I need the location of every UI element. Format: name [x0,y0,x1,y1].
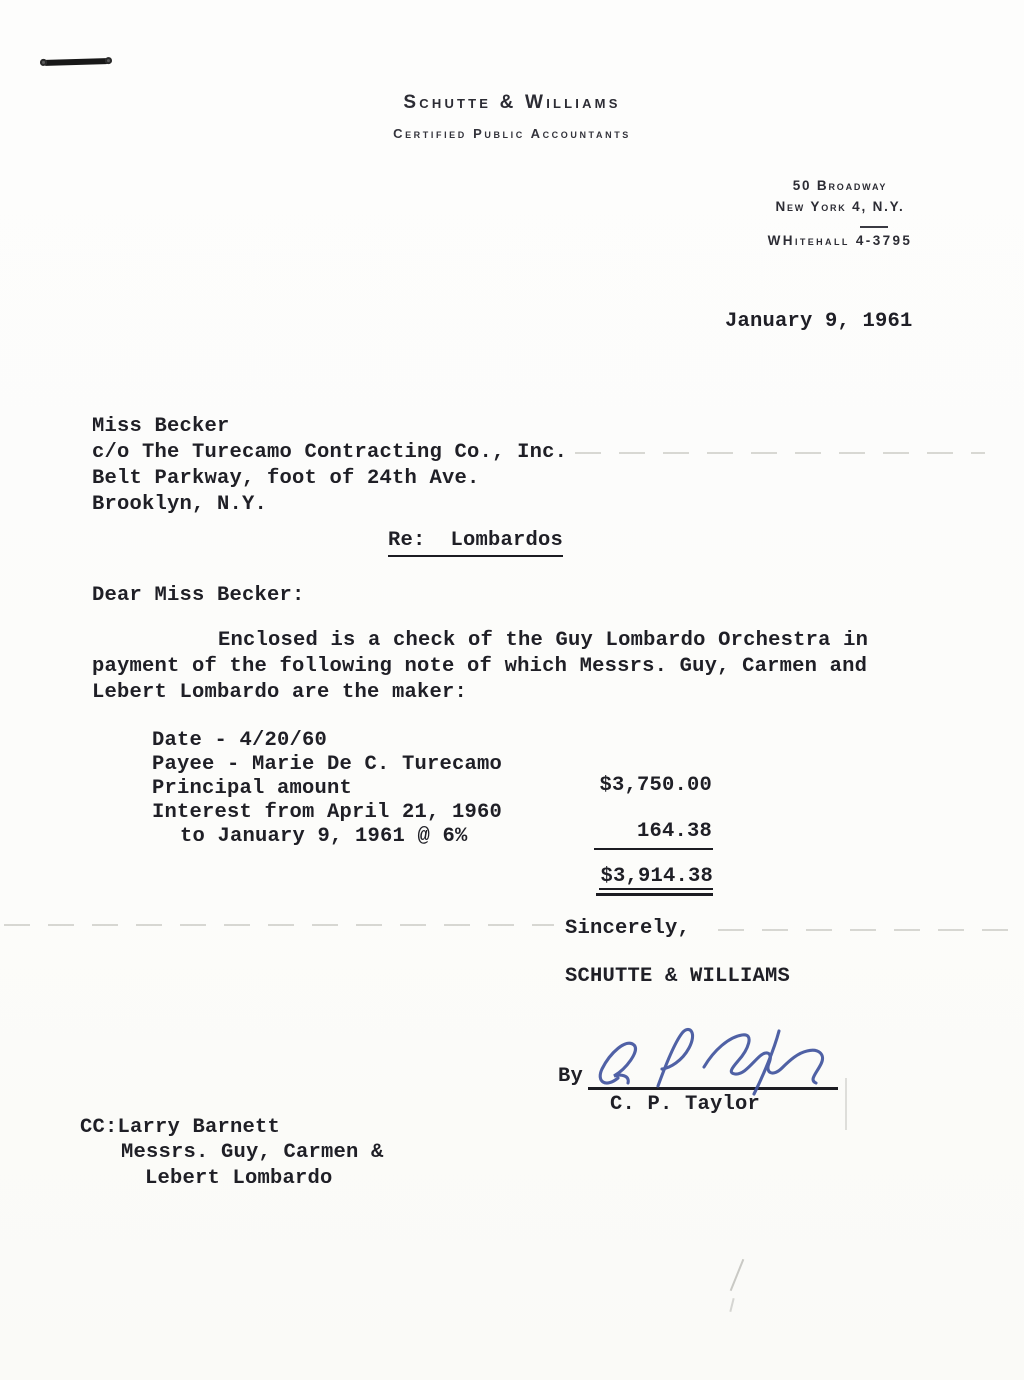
fold-crease-middle-left [4,924,554,926]
letterhead-phone: WHitehall 4-3795 [767,233,913,248]
salutation: Dear Miss Becker: [92,584,305,607]
body-paragraph-line2: payment of the following note of which Messrs. Guy, Carmen and [92,655,868,678]
valediction: Sincerely, [565,917,691,940]
cc-line1: CC:Larry Barnett [80,1116,281,1139]
scan-streak [845,1078,847,1130]
note-total-amount: $3,914.38 [600,865,713,888]
note-payee: Payee - Marie De C. Turecamo [152,753,503,776]
signer-typed-name: C. P. Taylor [610,1093,761,1116]
letterhead-address-line1: 50 Broadway [792,178,888,193]
note-date: Date - 4/20/60 [152,729,328,752]
subject-line: Re: Lombardos [388,528,563,557]
staple-scan-mark [43,58,109,66]
fold-crease-top [575,452,985,454]
date-line: January 9, 1961 [725,310,913,333]
pencil-scuff-mark [730,1259,745,1291]
letterhead-divider-rule [860,226,888,228]
recipient-city: Brooklyn, N.Y. [92,493,268,516]
letterhead-address-line2: New York 4, N.Y. [775,199,905,214]
note-interest-label-line2: to January 9, 1961 @ 6% [180,825,468,848]
cc-line2: Messrs. Guy, Carmen & [121,1141,384,1164]
closing-company: SCHUTTE & WILLIAMS [565,965,791,988]
fold-crease-middle-right [718,929,1024,931]
total-underline [599,888,713,890]
cc-line3: Lebert Lombardo [145,1167,333,1190]
recipient-co-line: c/o The Turecamo Contracting Co., Inc. [92,441,568,464]
sum-rule [594,848,713,850]
total-double-underline [596,893,713,896]
letterhead-firm-subtitle: Certified Public Accountants [393,126,631,141]
body-paragraph-line1: Enclosed is a check of the Guy Lombardo Orchestra in [218,629,869,652]
note-principal-amount: $3,750.00 [599,774,712,797]
body-paragraph-line3: Lebert Lombardo are the maker: [92,681,468,704]
recipient-street: Belt Parkway, foot of 24th Ave. [92,467,480,490]
note-interest-amount: 164.38 [636,820,712,843]
note-interest-label-line1: Interest from April 21, 1960 [152,801,503,824]
recipient-name: Miss Becker [92,415,230,438]
pencil-scuff-mark-small [729,1298,734,1312]
by-label: By [558,1065,584,1088]
letterhead-firm-name: Schutte & Williams [403,92,621,113]
note-principal-label: Principal amount [152,777,353,800]
